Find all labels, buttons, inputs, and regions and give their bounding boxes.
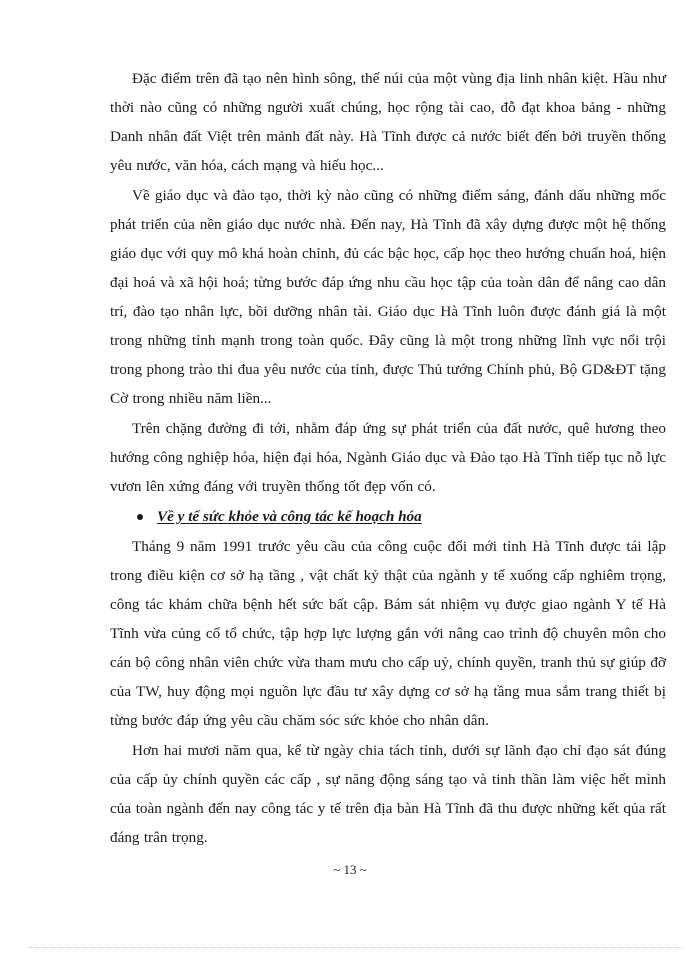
page-number: ~ 13 ~ [333, 862, 367, 877]
section-heading-health [110, 502, 666, 531]
paragraph-heritage: Đặc điểm trên đã tạo nên hình sông, thế núi của một vùng địa linh nhân kiệt. Hầu như thời nào cũng có những người xuất chúng, học rộng tài cao, đỗ đạt khoa bảng - những Danh nhân đất Việt trên mảnh đất này. Hà Tĩnh được cả nước biết đến bởi truyền thống yêu nước, văn hóa, cách mạng và hiếu học... [110, 70, 666, 174]
paragraph-education: Về giáo dục và đào tạo, thời kỳ nào cũng có những điểm sáng, đánh dấu những mốc phát triển của nền giáo dục nước nhà. Đến nay, Hà Tĩnh đã xây dựng được một hệ thống giáo dục với quy mô khá hoàn chỉnh, đủ các bậc học, cấp học theo hướng chuẩn hoá, hiện đại hoá và xã hội hoá; từng bước đáp ứng nhu cầu học tập của toàn dân để nâng cao dân trí, đào tạo nhân lực, bồi dưỡng nhân tài. Giáo dục Hà Tĩnh luôn được đánh giá là một trong những tỉnh mạnh trong toàn quốc. Đây cũng là một trong những lĩnh vực nổi trội trong phong trào thi đua yêu nước của tỉnh, được Thủ tướng Chính phủ, Bộ GD&ĐT tặng Cờ trong nhiều năm liền... [110, 187, 666, 407]
bullet-icon [137, 514, 143, 520]
page-body [110, 64, 666, 852]
section-heading-text: Về y tế sức khỏe và công tác kế hoạch hóa [157, 508, 422, 525]
paragraph-health-results: Hơn hai mươi năm qua, kể từ ngày chia tách tỉnh, dưới sự lãnh đạo chỉ đạo sát đúng của cấp ủy chính quyền các cấp , sự năng động sáng tạo và tinh thần làm việc hết mình của toàn ngành đến nay công tác y tế trên địa bàn Hà Tĩnh đã thu được những kết qủa rất đáng trân trọng. [110, 742, 666, 846]
paragraph-health-history: Tháng 9 năm 1991 trước yêu cầu của công cuộc đổi mới tỉnh Hà Tĩnh được tái lập trong điều kiện cơ sở hạ tầng , vật chất kỷ thật của ngành y tế xuống cấp nghiêm trọng, công tác khám chữa bệnh hết sức bất cập. Bám sát nhiệm vụ được giao ngành Y tế Hà Tĩnh vừa củng cố tổ chức, tập hợp lực lượng gắn với nâng cao trình độ chuyên môn cho cán bộ công nhân viên chức vừa tham mưu cho cấp uỷ, chính quyền, tranh thủ sự giúp đỡ của TW, huy động mọi nguồn lực đầu tư xây dựng cơ sở hạ tầng mua sắm trang thiết bị từng bước đáp ứng yêu cầu chăm sóc sức khỏe cho nhân dân. [110, 538, 666, 729]
paragraph-education-future: Trên chặng đường đi tới, nhằm đáp ứng sự phát triển của đất nước, quê hương theo hướng công nghiệp hóa, hiện đại hóa, Ngành Giáo dục và Đào tạo Hà Tĩnh tiếp tục nỗ lực vươn lên xứng đáng với truyền thống tốt đẹp vốn có. [110, 420, 666, 495]
page-bottom-divider [28, 947, 682, 948]
